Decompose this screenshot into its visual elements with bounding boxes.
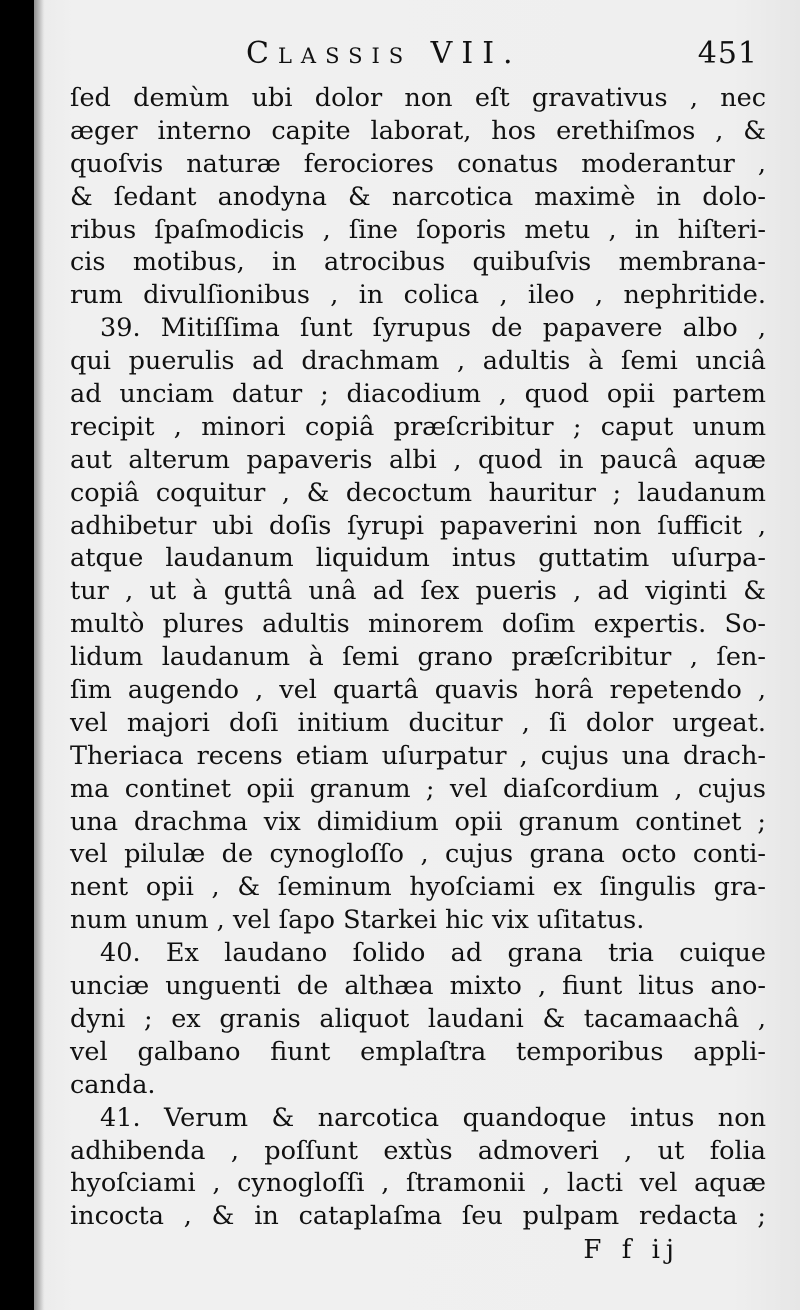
paragraph-41-start: 41. Verum & narcotica quandoque intus non	[100, 1102, 766, 1133]
text-line: quoſvis naturæ ferociores conatus moderantur ,	[70, 148, 766, 179]
paper-sheet	[34, 0, 800, 1310]
text-line: unciæ unguenti de althæa mixto , fiunt litus ano-	[70, 971, 766, 1002]
text-line: vel pilulæ de cynogloſſo , cujus grana octo conti-	[70, 839, 766, 870]
text-line: dyni ; ex granis aliquot laudani & tacamaachâ ,	[70, 1003, 766, 1034]
text-line: canda.	[70, 1069, 156, 1100]
paragraph-40-start: 40. Ex laudano ſolido ad grana tria cuique	[100, 938, 766, 969]
text-line: atque laudanum liquidum intus guttatim uſurpa-	[70, 543, 766, 574]
text-line: vel majori doſi initium ducitur , ſi dolor urgeat.	[70, 707, 766, 738]
signature-mark: F f ij	[583, 1235, 680, 1266]
text-line: lidum laudanum à ſemi grano præſcribitur , ſen-	[70, 642, 766, 673]
text-line: rum divulſionibus , in colica , ileo , nephritide.	[70, 280, 766, 311]
text-line: & ſedant anodyna & narcotica maximè in dolo-	[70, 181, 766, 212]
running-header	[70, 36, 766, 82]
text-line: adhibetur ubi doſis ſyrupi papaverini non ſufficit ,	[70, 510, 766, 541]
paragraph-39-start: 39. Mitiſſima ſunt ſyrupus de papavere albo ,	[100, 313, 766, 344]
text-line: una drachma vix dimidium opii granum continet ;	[70, 806, 766, 837]
text-line: multò plures adultis minorem doſim expertis. So-	[70, 609, 766, 640]
text-line: ma continet opii granum ; vel diaſcordium , cujus	[70, 773, 766, 804]
text-line: ſed demùm ubi dolor non eſt gravativus , nec	[70, 83, 766, 113]
text-line: vel galbano fiunt emplaſtra temporibus appli-	[70, 1036, 766, 1067]
text-line: tur , ut à guttâ unâ ad ſex pueris , ad viginti &	[70, 576, 766, 607]
text-line: nent opii , & ſeminum hyoſciami ex ſingulis gra-	[70, 872, 766, 903]
text-line: aut alterum papaveris albi , quod in paucâ aquæ	[70, 444, 766, 475]
text-line: cis motibus, in atrocibus quibuſvis membrana-	[70, 247, 766, 278]
page-number: 451	[697, 36, 758, 71]
page-text-block	[70, 36, 766, 1267]
text-line: qui puerulis ad drachmam , adultis à ſemi unciâ	[70, 346, 766, 377]
text-line: hyoſciami , cynogloſſi , ſtramonii , lacti vel aquæ	[70, 1168, 766, 1199]
text-line: æger interno capite laborat, hos erethiſmos , &	[70, 115, 766, 146]
text-line: num unum , vel ſapo Starkei hic vix uſitatus.	[70, 905, 645, 936]
running-title: Classis VII.	[246, 36, 522, 71]
text-line: recipit , minori copiâ præſcribitur ; caput unum	[70, 411, 766, 442]
text-line: copiâ coquitur , & decoctum hauritur ; laudanum	[70, 477, 766, 508]
text-line: Theriaca recens etiam uſurpatur , cujus una drach-	[70, 740, 766, 771]
text-line: ribus ſpaſmodicis , ſine ſoporis metu , in hiſteri-	[70, 214, 766, 245]
gutter-shadow	[34, 0, 44, 1310]
text-line: ad unciam datur ; diacodium , quod opii partem	[70, 379, 766, 410]
text-line: incocta , & in cataplaſma ſeu pulpam redacta ;	[70, 1201, 766, 1232]
text-line: ſim augendo , vel quartâ quavis horâ repetendo ,	[70, 675, 766, 706]
text-line: adhibenda , poſſunt extùs admoveri , ut folia	[70, 1135, 766, 1166]
